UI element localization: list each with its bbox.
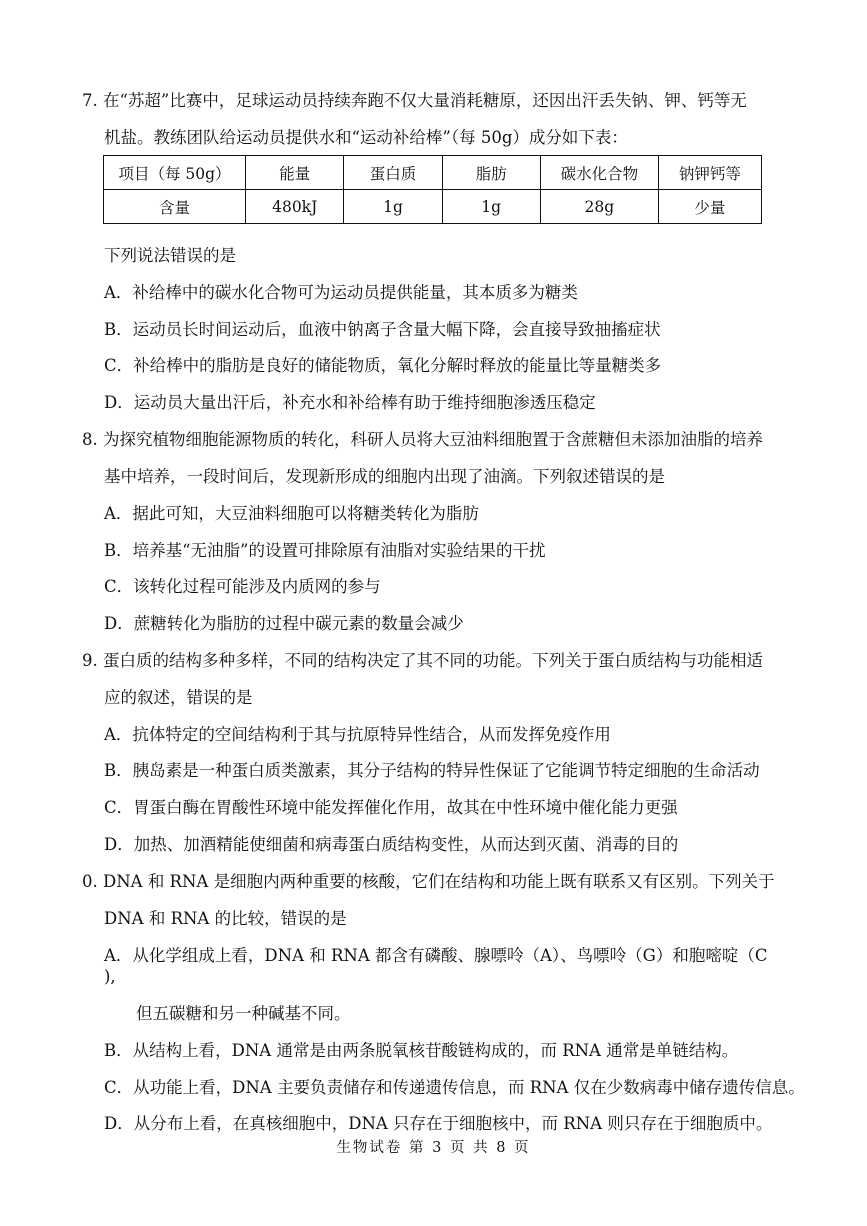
q10-option-a-line2: ), [104, 967, 116, 986]
q10-option-b: B．从结构上看，DNA 通常是由两条脱氧核苷酸链构成的，而 RNA 通常是单链结构。 [104, 1041, 739, 1060]
q9-option-b: B．胰岛素是一种蛋白质类激素，其分子结构的特异性保证了它能调节特定细胞的生命活动 [104, 761, 760, 780]
q10-stem-line2: DNA 和 RNA 的比较，错误的是 [104, 909, 347, 928]
table-header-cell: 项目（每 50g） [104, 156, 246, 190]
table-header-cell: 碳水化合物 [540, 156, 658, 190]
table-cell: 1g [344, 190, 442, 224]
q8-option-d: D．蔗糖转化为脂肪的过程中碳元素的数量会减少 [104, 614, 464, 633]
q10-option-a-line3: 但五碳糖和另一种碱基不同。 [136, 1004, 351, 1023]
q10-option-a-line1: A．从化学组成上看，DNA 和 RNA 都含有磷酸、腺嘌呤（A）、鸟嘌呤（G）和胞嘧啶（C [104, 946, 768, 965]
q7-option-d: D．运动员大量出汗后，补充水和补给棒有助于维持细胞渗透压稳定 [104, 393, 596, 412]
nutrition-table [103, 155, 762, 224]
q9-option-d: D．加热、加酒精能使细菌和病毒蛋白质结构变性，从而达到灭菌、消毒的目的 [104, 835, 679, 854]
q10-stem-line1: 0. DNA 和 RNA 是细胞内两种重要的核酸，它们在结构和功能上既有联系又有区别。下列关于 [82, 872, 775, 891]
q9-stem-line2: 应的叙述，错误的是 [104, 688, 253, 707]
q10-option-d: D．从分布上看，在真核细胞中，DNA 只存在于细胞核中，而 RNA 则只存在于细胞质中。 [104, 1114, 773, 1133]
q8-option-c: C．该转化过程可能涉及内质网的参与 [104, 577, 381, 596]
table-cell: 1g [442, 190, 540, 224]
q7-stem-line1: 7. 在“苏超”比赛中，足球运动员持续奔跑不仅大量消耗糖原，还因出汗丢失钠、钾、钙等无 [82, 91, 747, 110]
q9-stem-line1: 9. 蛋白质的结构多种多样，不同的结构决定了其不同的功能。下列关于蛋白质结构与功能相适 [82, 651, 763, 670]
table-header-row [104, 156, 762, 190]
q8-option-a: A．据此可知，大豆油料细胞可以将糖类转化为脂肪 [104, 504, 479, 523]
table-row [104, 190, 762, 224]
q7-prompt: 下列说法错误的是 [104, 246, 236, 265]
table-cell: 480kJ [245, 190, 343, 224]
q7-option-a: A．补给棒中的碳水化合物可为运动员提供能量，其本质多为糖类 [104, 283, 578, 302]
q8-stem-line1: 8. 为探究植物细胞能源物质的转化，科研人员将大豆油料细胞置于含蔗糖但未添加油脂的培养 [82, 430, 763, 449]
table-header-cell: 钠钾钙等 [658, 156, 761, 190]
q7-stem-line2: 机盐。教练团队给运动员提供水和“运动补给棒”（每 50g）成分如下表： [104, 128, 628, 147]
table-header-cell: 能量 [245, 156, 343, 190]
q8-stem-line2: 基中培养，一段时间后，发现新形成的细胞内出现了油滴。下列叙述错误的是 [104, 467, 665, 486]
table-cell: 28g [540, 190, 658, 224]
q10-option-c: C．从功能上看，DNA 主要负责储存和传递遗传信息，而 RNA 仅在少数病毒中储存遗传信息。 [104, 1078, 805, 1097]
q9-option-c: C．胃蛋白酶在胃酸性环境中能发挥催化作用，故其在中性环境中催化能力更强 [104, 798, 678, 817]
table-header-cell: 脂肪 [442, 156, 540, 190]
q7-option-c: C．补给棒中的脂肪是良好的储能物质，氧化分解时释放的能量比等量糖类多 [104, 356, 662, 375]
q7-option-b: B．运动员长时间运动后，血液中钠离子含量大幅下降，会直接导致抽搐症状 [104, 320, 661, 339]
table-cell: 含量 [104, 190, 246, 224]
page-footer: 生物试卷 第 3 页 共 8 页 [336, 1140, 531, 1156]
q9-option-a: A．抗体特定的空间结构利于其与抗原特异性结合，从而发挥免疫作用 [104, 725, 611, 744]
q8-option-b: B．培养基“无油脂”的设置可排除原有油脂对实验结果的干扰 [104, 541, 546, 560]
table-header-cell: 蛋白质 [344, 156, 442, 190]
table-cell: 少量 [658, 190, 761, 224]
